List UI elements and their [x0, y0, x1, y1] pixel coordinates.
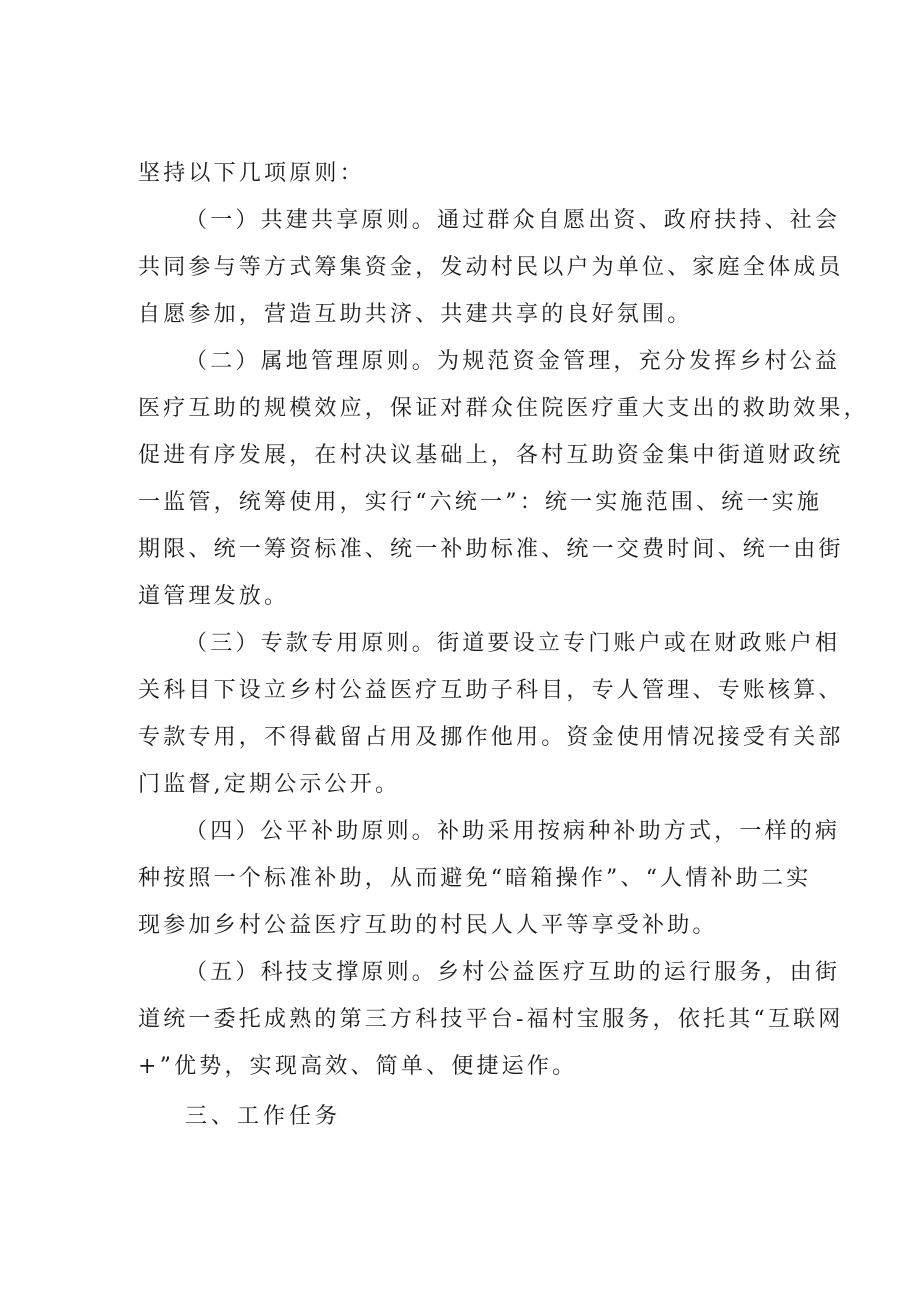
text-line: 医疗互助的规模效应，保证对群众住院医疗重大支出的救助效果， — [138, 396, 869, 421]
text-line: 门监督,定期公示公开。 — [138, 772, 401, 797]
text-line: 自愿参加，营造互助共济、共建共享的良好氛围。 — [138, 302, 693, 327]
text-line: 一监管，统筹使用，实行“六统一”：统一实施范围、统一实施 — [138, 490, 823, 515]
text-line: 坚持以下几项原则： — [138, 161, 365, 186]
text-line: 共同参与等方式筹集资金，发动村民以户为单位、家庭全体成员 — [138, 255, 844, 280]
text-line: （三）专款专用原则。街道要设立专门账户或在财政账户相 — [185, 631, 841, 656]
text-line: 种按照一个标准补助，从而避免“暗箱操作”、“人情补助二实 — [138, 866, 812, 891]
text-line: 道统一委托成熟的第三方科技平台-福村宝服务，依托其“互联网 — [138, 1007, 844, 1032]
text-line: （四）公平补助原则。补助采用按病种补助方式，一样的病 — [185, 819, 841, 844]
text-line: （五）科技支撑原则。乡村公益医疗互助的运行服务，由街 — [185, 960, 841, 985]
text-line: （一）共建共享原则。通过群众自愿出资、政府扶持、社会 — [185, 208, 841, 233]
text-line: 道管理发放。 — [138, 584, 290, 609]
section-heading: 三、工作任务 — [185, 1104, 342, 1129]
text-line: 关科目下设立乡村公益医疗互助子科目，专人管理、专账核算、 — [138, 678, 844, 703]
text-line: 促进有序发展，在村决议基础上，各村互助资金集中街道财政统 — [138, 443, 844, 468]
text-line: 期限、统一筹资标准、统一补助标准、统一交费时间、统一由街 — [138, 537, 844, 562]
text-line: +”优势，实现高效、简单、便捷运作。 — [138, 1054, 578, 1079]
text-line: 专款专用，不得截留占用及挪作他用。资金使用情况接受有关部 — [138, 725, 844, 750]
text-line: 现参加乡村公益医疗互助的村民人人平等享受补助。 — [138, 913, 718, 938]
text-line: （二）属地管理原则。为规范资金管理，充分发挥乡村公益 — [185, 349, 841, 374]
